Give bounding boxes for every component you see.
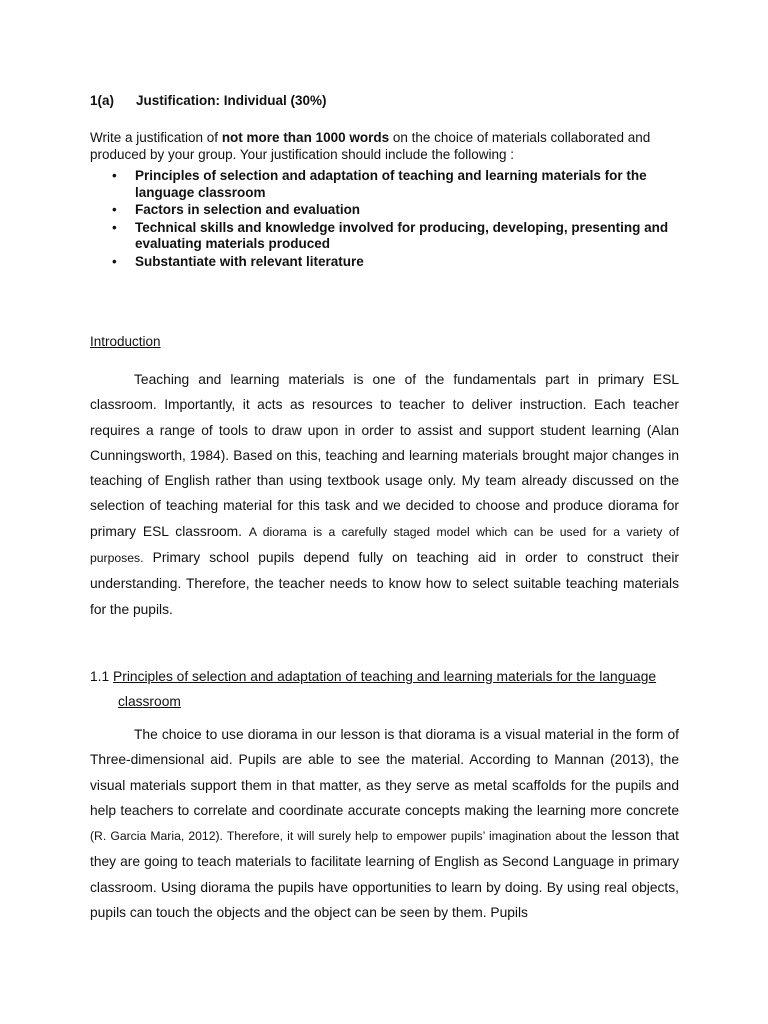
section-1-1-paragraph: [90, 722, 679, 925]
list-item: [90, 168, 679, 201]
bullet-icon: •: [112, 253, 117, 269]
introduction-text-a: Teaching and learning materials is one of the fundamentals part in primary ESL classroom. Importantly, it acts as resources to teacher to deliver instruction. Each teacher requires a range of tools to draw upon in order to assist and support student learning (Alan Cunningsworth, 1984). Based on this, teaching and learning materials brought major changes in teaching of English rather than using textbook usage only. My team already discussed on the selection of teaching material for this task and we decided to choose and produce diorama for primary ESL classroom.: [90, 372, 679, 539]
list-item: [90, 254, 679, 271]
list-item-text: Factors in selection and evaluation: [135, 202, 361, 217]
section-citation: (R. Garcia Maria, 2012). Therefore, it will surely help to empower pupils’ imagination about the: [90, 829, 607, 844]
section-text-a: The choice to use diorama in our lesson is that diorama is a visual material in the form of Three-dimensional aid. Pupils are able to see the material. According to Mannan (2013), the visual materials support them in that matter, as they serve as metal scaffolds for the pupils and help teachers to correlate and coordinate accurate concepts making the learning more concrete: [90, 727, 679, 818]
diorama-definition: A diorama is a carefully staged model which can be used for a variety of purposes.: [90, 524, 679, 566]
heading-title: Justification: Individual (30%): [136, 93, 327, 108]
heading-number: 1(a): [90, 93, 115, 108]
list-item-text: Technical skills and knowledge involved for producing, developing, presenting and evaluating materials produced: [135, 219, 669, 251]
instructions-text-2: on the choice of materials collaborated and produced by your group. Your justification should include the following :: [90, 130, 651, 162]
list-item: [90, 202, 679, 219]
assignment-heading: [90, 93, 327, 108]
section-title-line-1: Principles of selection and adaptation of teaching and learning materials for the language: [113, 669, 657, 684]
list-item-text: Substantiate with relevant literature: [135, 253, 364, 269]
requirements-list: [90, 168, 679, 271]
section-text-b: lesson that they are going to teach materials to facilitate learning of English as Second Language in primary classroom. Using diorama the pupils have opportunities to learn by doing. By using real objects, pupils can touch the objects and the object can be seen by them. Pupils: [90, 828, 679, 921]
list-item: [90, 220, 679, 253]
section-number: 1.1: [90, 669, 110, 684]
list-item-text: Principles of selection and adaptation of teaching and learning materials for the language classroom: [135, 168, 647, 200]
bullet-icon: •: [112, 168, 117, 183]
introduction-text-b: Primary school pupils depend fully on teaching aid in order to construct their understanding. Therefore, the teacher needs to know how to select suitable teaching materials for the pupils.: [90, 550, 679, 617]
introduction-paragraph: [90, 367, 679, 622]
section-title-line-2: classroom: [118, 694, 181, 710]
bullet-icon: •: [112, 219, 117, 235]
instructions-text-1: Write a justification of: [90, 130, 222, 145]
introduction-title: Introduction: [90, 334, 161, 349]
section-1-1-heading: [90, 664, 679, 715]
bullet-icon: •: [112, 202, 117, 217]
instructions-paragraph: [90, 129, 679, 163]
word-limit: not more than 1000 words: [221, 130, 390, 145]
